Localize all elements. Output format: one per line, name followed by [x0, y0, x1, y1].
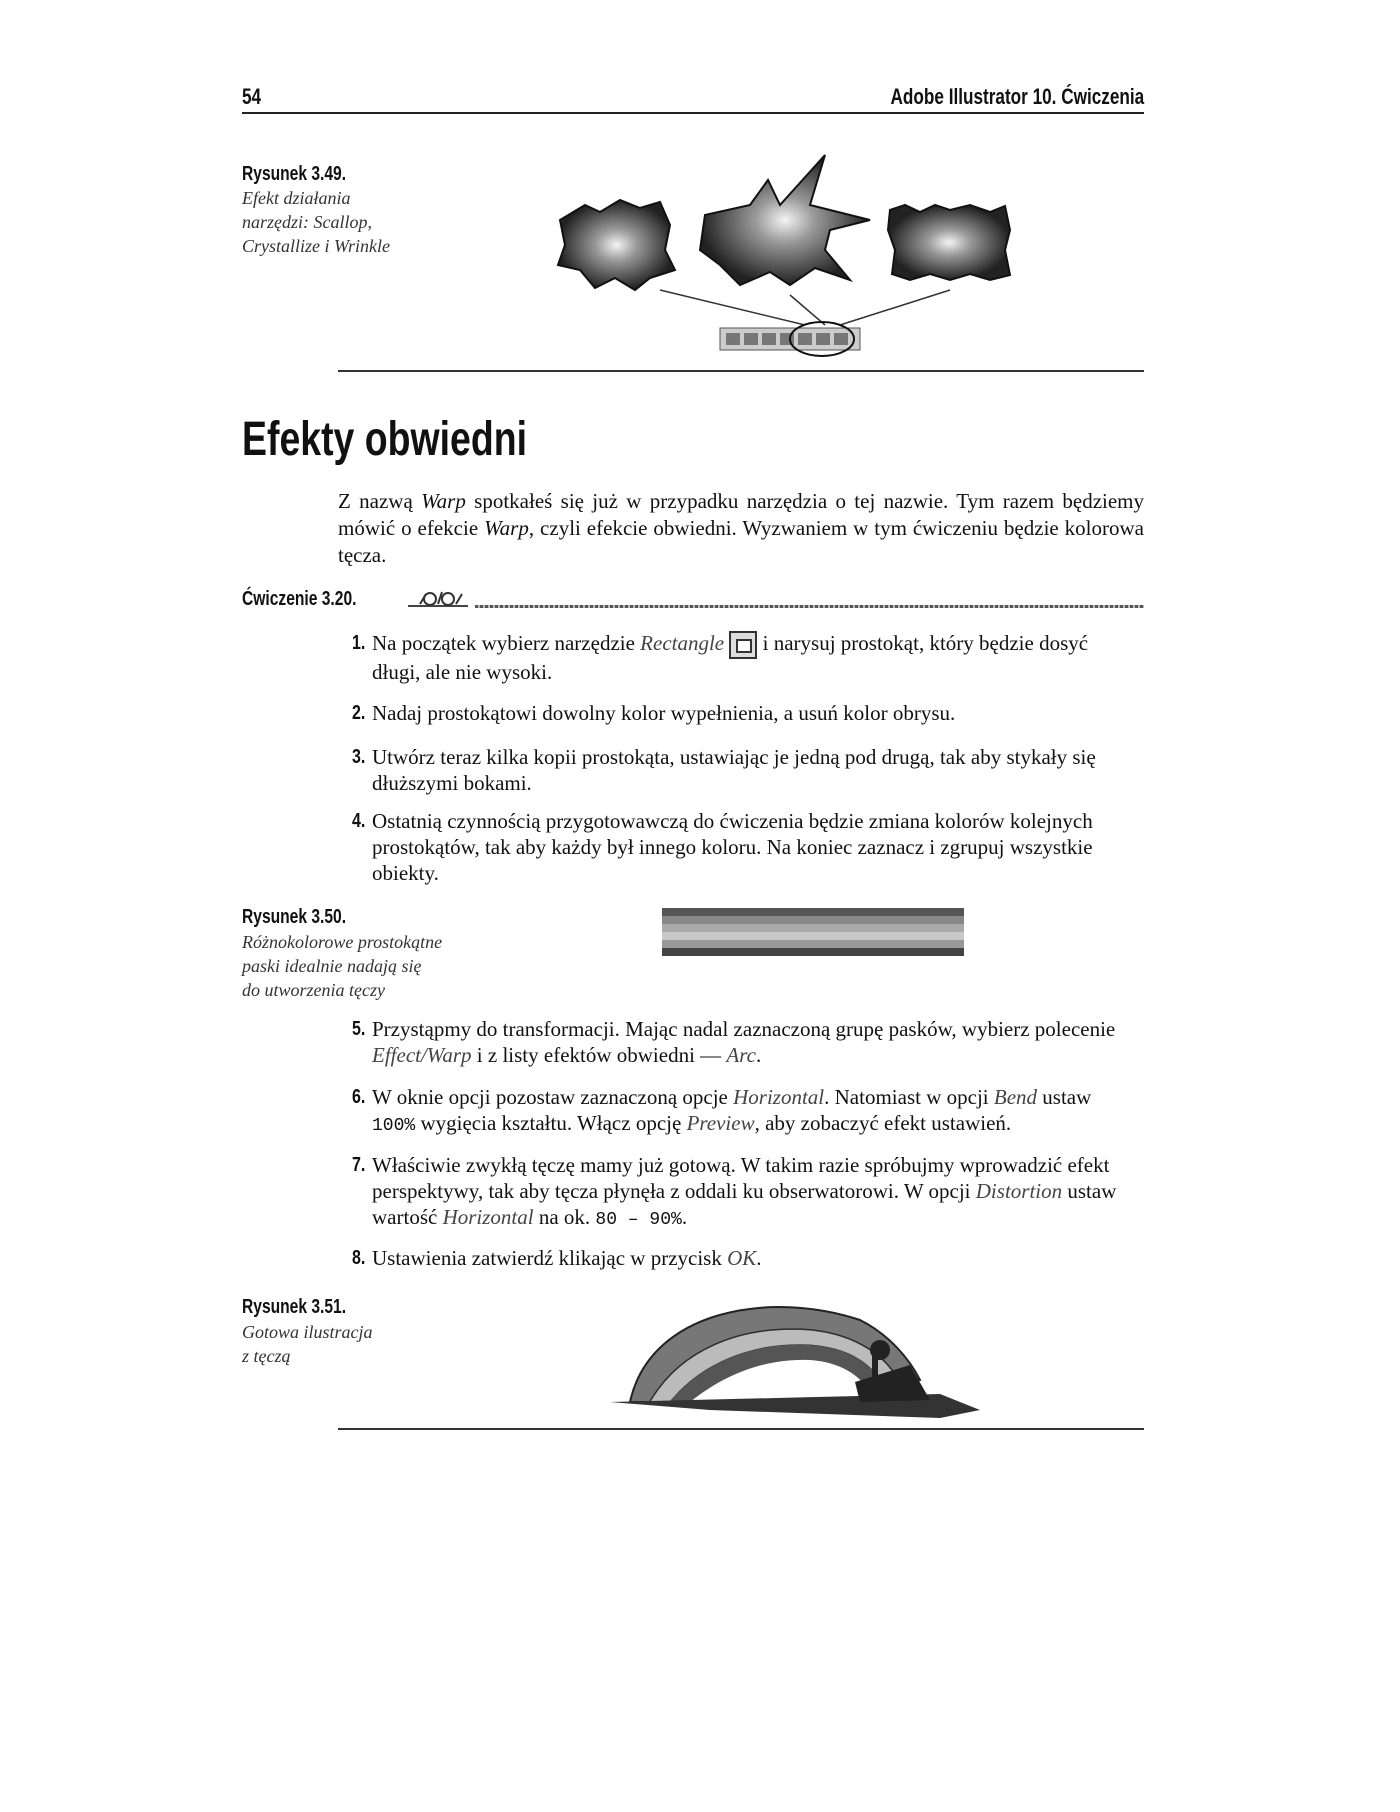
- figure-3-50-label: Rysunek 3.50.: [242, 906, 347, 928]
- page-number: 54: [242, 84, 262, 109]
- step-6-italic-1: Horizontal: [733, 1085, 825, 1109]
- step-7-text-a: Właściwie zwykłą tęczę mamy już gotową. W takim razie spróbujmy wprowadzić efekt perspektywy, tak aby tęcza płynęła z oddali ku obserwatorowi. W opcji: [372, 1153, 1110, 1203]
- intro-text-2: spotkałeś się już w przypadku narzędzia o tej nazwie. Tym razem będziemy mówić o efekcie: [338, 489, 1144, 540]
- step-5-text-c: .: [755, 1043, 762, 1067]
- step-6-italic-2: Bend: [993, 1085, 1038, 1109]
- step-4-number: 4.: [352, 810, 366, 832]
- exercise-ornament-icon: [408, 590, 478, 610]
- figure-3-51-caption: Gotowa ilustracja z tęczą: [242, 1322, 373, 1366]
- step-8-number: 8.: [352, 1247, 366, 1269]
- step-1-number: 1.: [352, 632, 366, 654]
- running-header-title: Adobe Illustrator 10. Ćwiczenia: [890, 84, 1144, 109]
- step-5-italic-1: Effect/Warp: [372, 1043, 472, 1067]
- step-6-italic-3: Preview: [686, 1111, 755, 1135]
- figure-3-49-image: [540, 150, 1060, 365]
- exercise-label: Ćwiczenie 3.20.: [242, 588, 357, 610]
- step-6-mono: 100%: [372, 1116, 416, 1136]
- step-8-italic: OK: [727, 1246, 757, 1270]
- step-5-italic-2: Arc: [726, 1043, 756, 1067]
- figure-3-49-rule: [338, 370, 1144, 372]
- intro-warp-1: Warp: [421, 489, 466, 513]
- step-7-text-b: ustaw wartość: [372, 1179, 1117, 1229]
- step-8-text-b: .: [756, 1246, 762, 1270]
- step-4-text: Ostatnią czynnością przygotowawczą do ćwiczenia będzie zmiana kolorów kolejnych prostokątów, tak aby każdy był innego koloru. Na koniec zaznacz i zgrupuj wszystkie obiekty.: [372, 809, 1093, 885]
- intro-text-1: Z nazwą: [338, 489, 422, 513]
- figure-3-49-label: Rysunek 3.49.: [242, 163, 347, 185]
- step-8: [352, 1245, 1132, 1271]
- step-7-italic-2: Horizontal: [442, 1205, 534, 1229]
- step-6-text-a: W oknie opcji pozostaw zaznaczoną opcje: [372, 1085, 734, 1109]
- step-1-text-b: i narysuj prostokąt, który będzie dosyć długi, ale nie wysoki.: [372, 631, 1089, 685]
- step-8-text-a: Ustawienia zatwierdź klikając w przycisk: [372, 1246, 728, 1270]
- step-4: [352, 808, 1132, 886]
- intro-paragraph: [338, 488, 1144, 569]
- step-2: [352, 700, 1132, 726]
- step-6: [352, 1084, 1132, 1139]
- wrinkle-shape: [888, 205, 1010, 280]
- step-1: [352, 630, 1132, 685]
- step-6-text-e: , aby zobaczyć efekt ustawień.: [754, 1111, 1012, 1135]
- step-3-text: Utwórz teraz kilka kopii prostokąta, ustawiając je jedną pod drugą, tak aby stykały się dłuższymi bokami.: [372, 745, 1096, 795]
- exercise-rule: [475, 605, 1144, 608]
- step-6-text-b: . Natomiast w opcji: [824, 1085, 994, 1109]
- step-2-number: 2.: [352, 702, 366, 724]
- step-3: [352, 744, 1132, 796]
- step-6-text-d: wygięcia kształtu. Włącz opcję: [415, 1111, 687, 1135]
- step-7: [352, 1152, 1132, 1233]
- header-rule: [242, 112, 1144, 114]
- step-2-text: Nadaj prostokątowi dowolny kolor wypełnienia, a usuń kolor obrysu.: [372, 701, 956, 725]
- step-7-text-c: na ok.: [533, 1205, 596, 1229]
- step-7-text-d: .: [681, 1205, 688, 1229]
- step-1-text-a: Na początek wybierz narzędzie: [372, 631, 641, 655]
- figure-3-51-label: Rysunek 3.51.: [242, 1296, 347, 1318]
- intro-text-3: , czyli efekcie obwiedni. Wyzwaniem w tym ćwiczeniu będzie kolorowa tęcza.: [338, 516, 1144, 567]
- step-7-number: 7.: [352, 1154, 366, 1176]
- step-1-italic: Rectangle: [640, 631, 725, 655]
- step-5-text-a: Przystąpmy do transformacji. Mając nadal zaznaczoną grupę pasków, wybierz polecenie: [372, 1017, 1116, 1041]
- section-title: Efekty obwiedni: [242, 413, 528, 466]
- step-5: [352, 1016, 1132, 1068]
- figure-3-50-caption: Różnokolorowe prostokątne paski idealnie nadają się do utworzenia tęczy: [242, 932, 443, 1000]
- step-7-italic-1: Distortion: [975, 1179, 1063, 1203]
- step-7-mono: 80 – 90%: [595, 1210, 682, 1230]
- scallop-shape: [558, 200, 675, 290]
- figure-3-51-image: [610, 1290, 990, 1420]
- step-6-text-c: ustaw: [1037, 1085, 1092, 1109]
- rectangle-tool-icon: [729, 631, 757, 659]
- intro-warp-2: Warp: [484, 516, 529, 540]
- step-3-number: 3.: [352, 746, 366, 768]
- step-5-number: 5.: [352, 1018, 366, 1040]
- step-5-text-b: i z listy efektów obwiedni —: [471, 1043, 727, 1067]
- figure-3-51-rule: [338, 1428, 1144, 1430]
- figure-3-50-image: [662, 908, 964, 958]
- crystallize-shape: [700, 155, 870, 285]
- step-6-number: 6.: [352, 1086, 366, 1108]
- figure-3-49-caption: Efekt działania narzędzi: Scallop, Crystallize i Wrinkle: [242, 188, 390, 256]
